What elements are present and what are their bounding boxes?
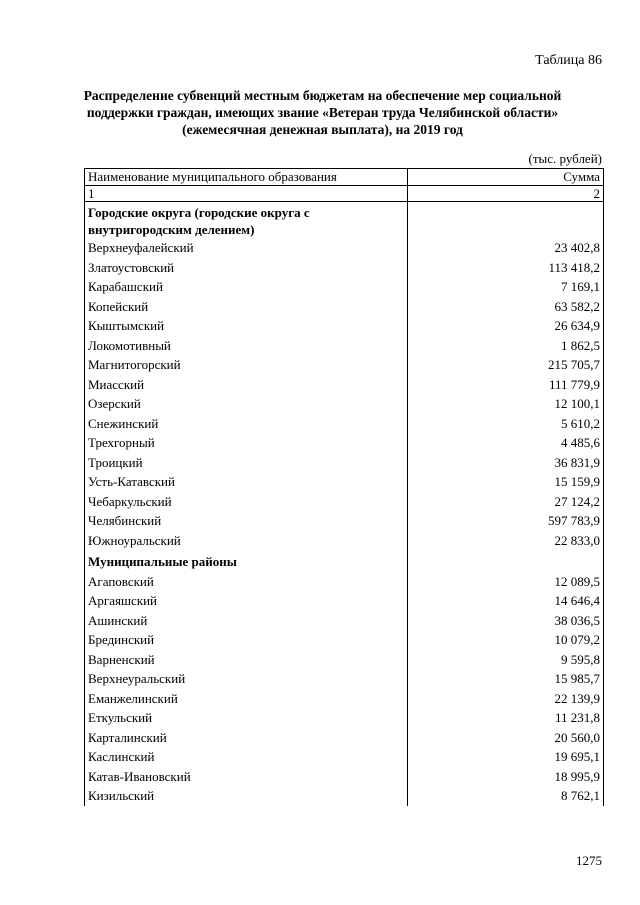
municipality-name: Чебаркульский — [85, 492, 408, 512]
municipality-sum: 15 159,9 — [408, 472, 604, 492]
section-sum-empty — [408, 550, 604, 572]
column-number-row — [85, 186, 604, 202]
page-number: 1275 — [576, 853, 602, 868]
municipality-sum: 15 985,7 — [408, 669, 604, 689]
municipality-sum: 27 124,2 — [408, 492, 604, 512]
municipality-name: Южноуральский — [85, 531, 408, 551]
municipality-name: Каслинский — [85, 747, 408, 767]
municipality-sum: 4 485,6 — [408, 433, 604, 453]
subvention-table — [84, 168, 604, 806]
document-title: Распределение субвенций местным бюджетам на обеспечение мер социальной поддержки граждан, имеющих звание «Ветеран труда Челябинской области» (ежемесячная денежная выплата), на 2019 год — [83, 88, 562, 137]
table-row — [85, 767, 604, 787]
table-row — [85, 572, 604, 592]
municipality-sum: 36 831,9 — [408, 453, 604, 473]
table-row — [85, 472, 604, 492]
municipality-name: Локомотивный — [85, 336, 408, 356]
table-row — [85, 258, 604, 278]
table-row — [85, 277, 604, 297]
municipality-sum: 20 560,0 — [408, 728, 604, 748]
municipality-name: Кизильский — [85, 786, 408, 806]
table-row — [85, 375, 604, 395]
table-row — [85, 708, 604, 728]
table-row — [85, 591, 604, 611]
table-row — [85, 630, 604, 650]
table-body — [85, 202, 604, 806]
municipality-sum: 9 595,8 — [408, 650, 604, 670]
municipality-name: Копейский — [85, 297, 408, 317]
municipality-sum: 5 610,2 — [408, 414, 604, 434]
table-row — [85, 531, 604, 551]
municipality-sum: 12 100,1 — [408, 394, 604, 414]
table-row — [85, 786, 604, 806]
section-header-row — [85, 202, 604, 239]
municipality-name: Усть-Катавский — [85, 472, 408, 492]
municipality-sum: 8 762,1 — [408, 786, 604, 806]
municipality-name: Ашинский — [85, 611, 408, 631]
municipality-sum: 7 169,1 — [408, 277, 604, 297]
section-title: Городские округа (городские округа с внутригородским делением) — [85, 202, 408, 239]
table-row — [85, 238, 604, 258]
municipality-name: Миасский — [85, 375, 408, 395]
municipality-sum: 63 582,2 — [408, 297, 604, 317]
municipality-name: Трехгорный — [85, 433, 408, 453]
table-label: Таблица 86 — [535, 53, 602, 68]
table-row — [85, 355, 604, 375]
column-number-2: 2 — [408, 186, 604, 202]
municipality-name: Верхнеуральский — [85, 669, 408, 689]
municipality-sum: 111 779,9 — [408, 375, 604, 395]
table-row — [85, 297, 604, 317]
table-row — [85, 669, 604, 689]
municipality-name: Карабашский — [85, 277, 408, 297]
section-sum-empty — [408, 202, 604, 239]
table-row — [85, 728, 604, 748]
municipality-sum: 215 705,7 — [408, 355, 604, 375]
municipality-sum: 38 036,5 — [408, 611, 604, 631]
table-row — [85, 689, 604, 709]
municipality-name: Кыштымский — [85, 316, 408, 336]
table-row — [85, 492, 604, 512]
municipality-name: Варненский — [85, 650, 408, 670]
table-row — [85, 747, 604, 767]
header-name: Наименование муниципального образования — [85, 169, 408, 186]
municipality-sum: 11 231,8 — [408, 708, 604, 728]
municipality-name: Снежинский — [85, 414, 408, 434]
municipality-sum: 113 418,2 — [408, 258, 604, 278]
municipality-sum: 22 139,9 — [408, 689, 604, 709]
column-number-1: 1 — [85, 186, 408, 202]
municipality-name: Агаповский — [85, 572, 408, 592]
table-row — [85, 414, 604, 434]
table-row — [85, 611, 604, 631]
municipality-sum: 23 402,8 — [408, 238, 604, 258]
municipality-name: Еманжелинский — [85, 689, 408, 709]
section-title: Муниципальные районы — [85, 550, 408, 572]
municipality-sum: 597 783,9 — [408, 511, 604, 531]
municipality-sum: 1 862,5 — [408, 336, 604, 356]
municipality-sum: 26 634,9 — [408, 316, 604, 336]
municipality-name: Челябинский — [85, 511, 408, 531]
municipality-sum: 14 646,4 — [408, 591, 604, 611]
municipality-name: Верхнеуфалейский — [85, 238, 408, 258]
header-row — [85, 169, 604, 186]
municipality-name: Аргаяшский — [85, 591, 408, 611]
municipality-name: Златоустовский — [85, 258, 408, 278]
municipality-name: Троицкий — [85, 453, 408, 473]
municipality-name: Магнитогорский — [85, 355, 408, 375]
section-header-row — [85, 550, 604, 572]
municipality-name: Еткульский — [85, 708, 408, 728]
municipality-sum: 12 089,5 — [408, 572, 604, 592]
municipality-name: Карталинский — [85, 728, 408, 748]
municipality-sum: 19 695,1 — [408, 747, 604, 767]
header-sum: Сумма — [408, 169, 604, 186]
units-label: (тыс. рублей) — [528, 151, 602, 166]
table-row — [85, 316, 604, 336]
table-row — [85, 336, 604, 356]
municipality-sum: 10 079,2 — [408, 630, 604, 650]
table-row — [85, 453, 604, 473]
municipality-name: Брединский — [85, 630, 408, 650]
municipality-name: Катав-Ивановский — [85, 767, 408, 787]
table-row — [85, 650, 604, 670]
municipality-sum: 18 995,9 — [408, 767, 604, 787]
municipality-name: Озерский — [85, 394, 408, 414]
table-row — [85, 394, 604, 414]
municipality-sum: 22 833,0 — [408, 531, 604, 551]
table-row — [85, 433, 604, 453]
table-row — [85, 511, 604, 531]
